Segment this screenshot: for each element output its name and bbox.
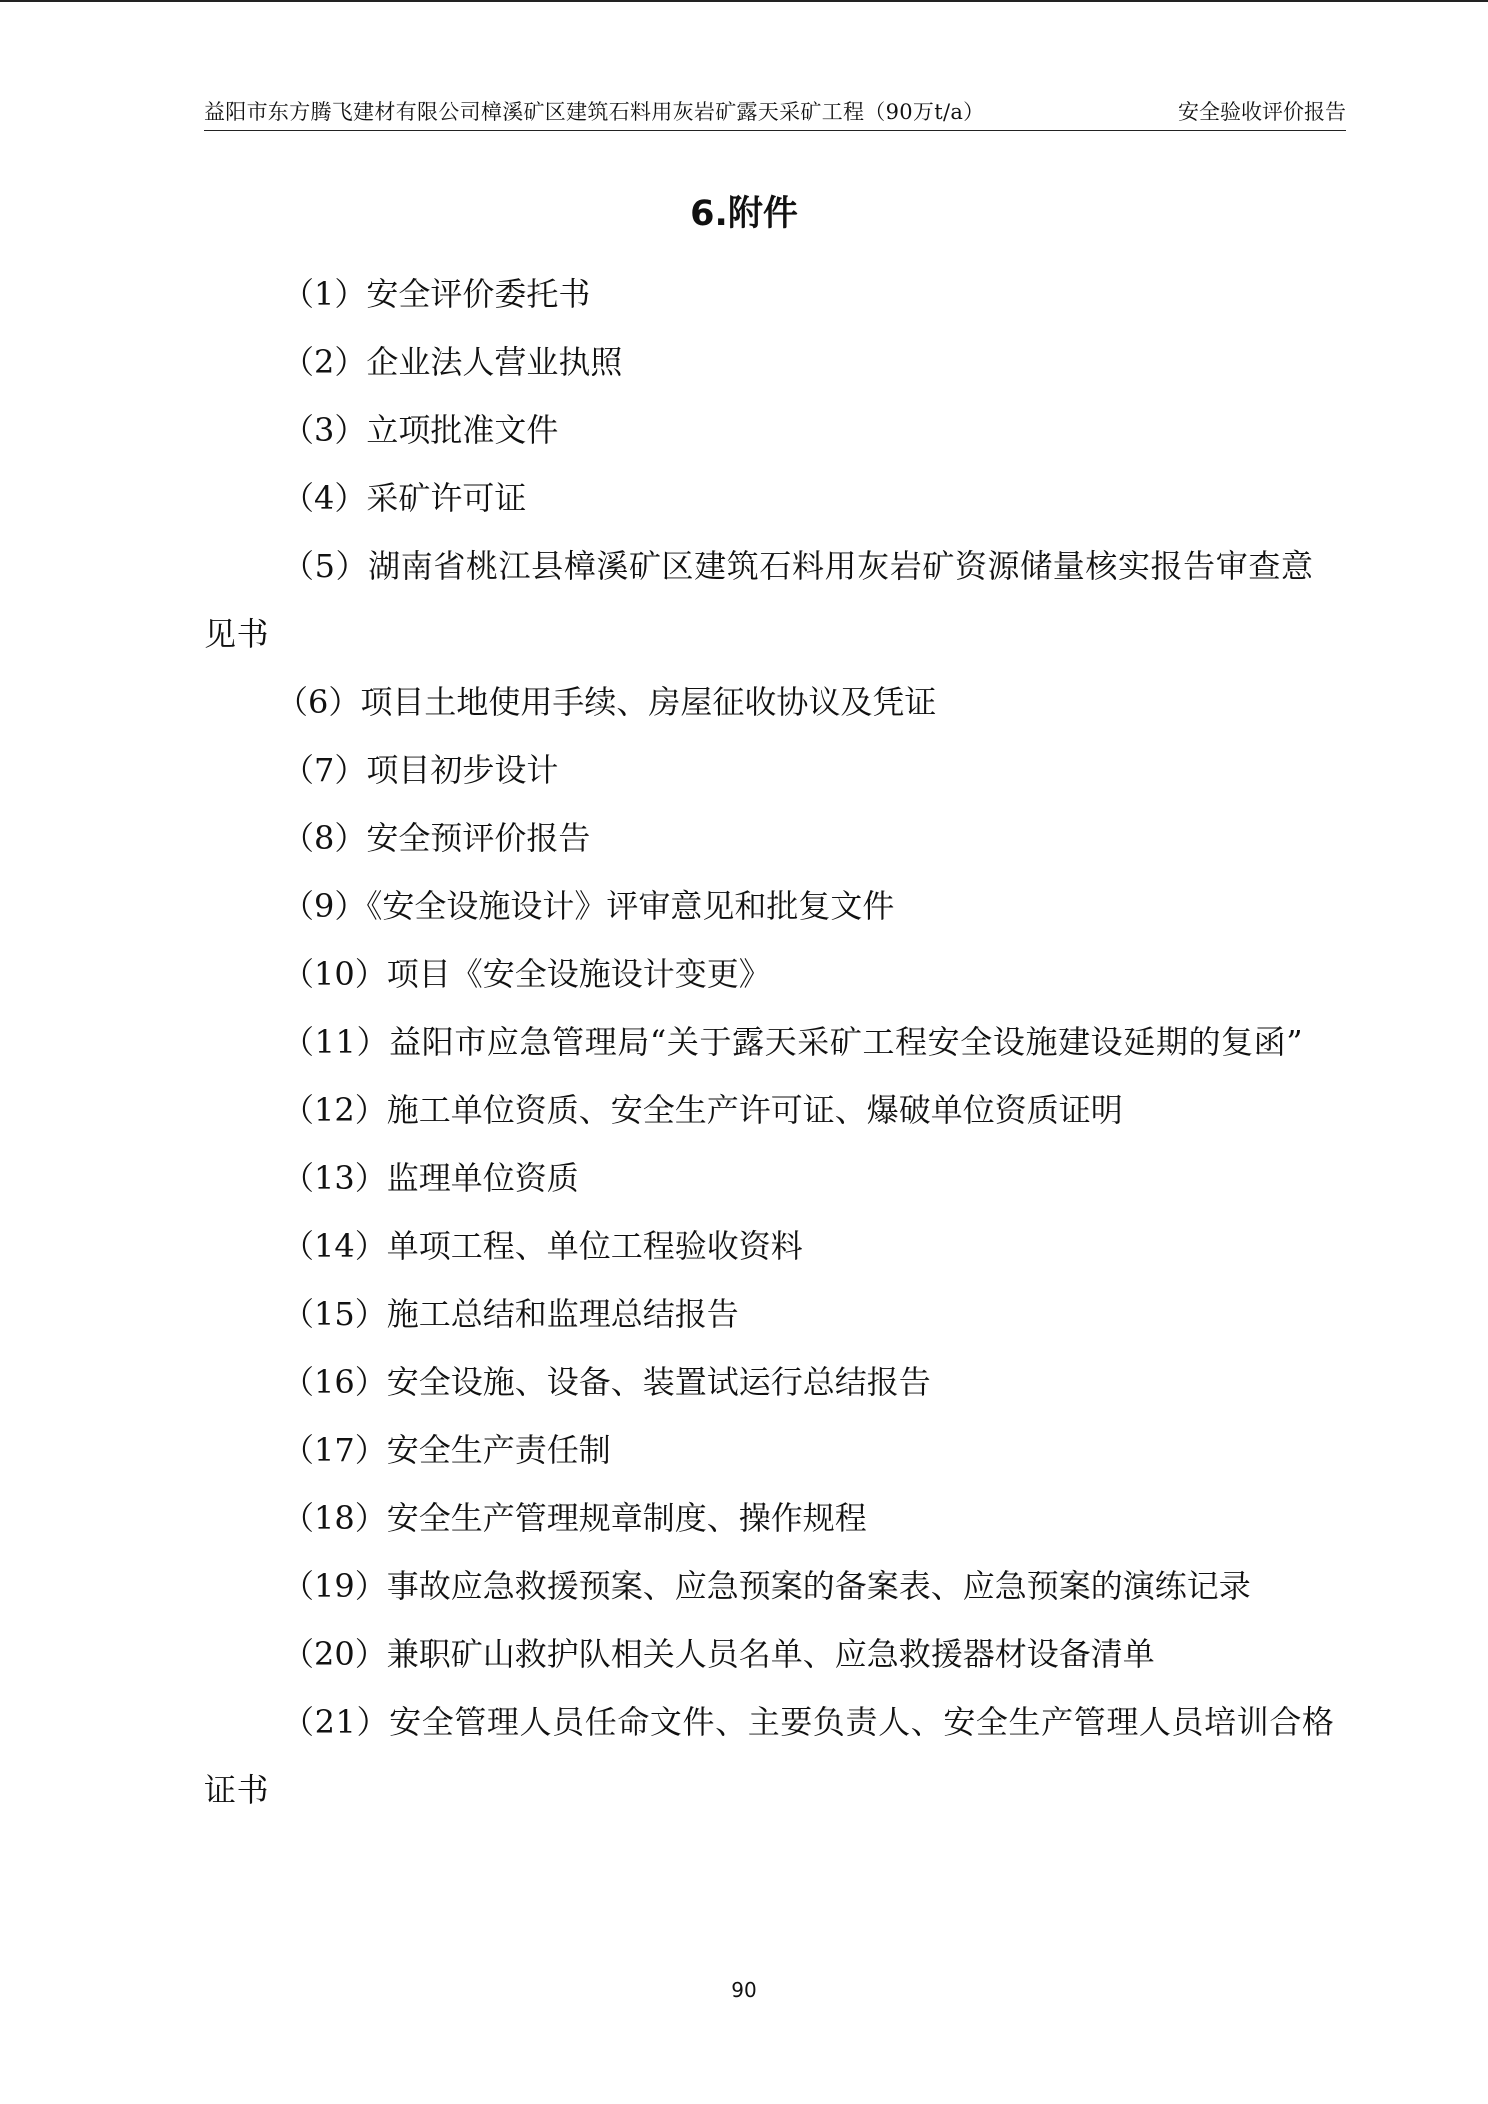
attachment-item-21: （21）安全管理人员任命文件、主要负责人、安全生产管理人员培训合格证书 <box>204 1703 1335 1809</box>
attachment-item-11: （11）益阳市应急管理局“关于露天采矿工程安全设施建设延期的复函” <box>282 1023 1304 1061</box>
attachment-item-13: （13）监理单位资质 <box>282 1159 579 1197</box>
attachment-item-15: （15）施工总结和监理总结报告 <box>282 1295 739 1333</box>
attachment-item-1: （1）安全评价委托书 <box>282 275 591 313</box>
attachment-item-19: （19）事故应急救援预案、应急预案的备案表、应急预案的演练记录 <box>282 1567 1251 1605</box>
attachment-item-18: （18）安全生产管理规章制度、操作规程 <box>282 1499 867 1537</box>
header-project-title: 益阳市东方腾飞建材有限公司樟溪矿区建筑石料用灰岩矿露天采矿工程（90万t/a） <box>204 100 985 124</box>
section-title: 6.附件 <box>690 194 798 234</box>
attachment-item-7: （7）项目初步设计 <box>282 751 559 789</box>
attachment-item-8: （8）安全预评价报告 <box>282 819 591 857</box>
header-report-type: 安全验收评价报告 <box>1178 100 1346 124</box>
attachment-item-17: （17）安全生产责任制 <box>282 1431 611 1469</box>
attachment-item-6: （6）项目土地使用手续、房屋征收协议及凭证 <box>276 683 937 721</box>
attachment-item-2: （2）企业法人营业执照 <box>282 343 623 381</box>
page-number: 90 <box>731 1978 757 2002</box>
page-top-border <box>0 0 1488 2</box>
attachment-item-12: （12）施工单位资质、安全生产许可证、爆破单位资质证明 <box>282 1091 1123 1129</box>
attachment-item-10: （10）项目《安全设施设计变更》 <box>282 955 771 993</box>
attachment-item-16: （16）安全设施、设备、装置试运行总结报告 <box>282 1363 931 1401</box>
running-header <box>204 96 1346 131</box>
attachment-item-9: （9）《安全设施设计》评审意见和批复文件 <box>282 887 895 925</box>
attachment-item-20: （20）兼职矿山救护队相关人员名单、应急救援器材设备清单 <box>282 1635 1155 1673</box>
attachment-item-5: （5）湖南省桃江县樟溪矿区建筑石料用灰岩矿资源储量核实报告审查意见书 <box>204 547 1314 653</box>
attachment-item-14: （14）单项工程、单位工程验收资料 <box>282 1227 803 1265</box>
attachment-list <box>204 260 1346 1824</box>
attachment-item-4: （4）采矿许可证 <box>282 479 527 517</box>
attachment-item-3: （3）立项批准文件 <box>282 411 559 449</box>
